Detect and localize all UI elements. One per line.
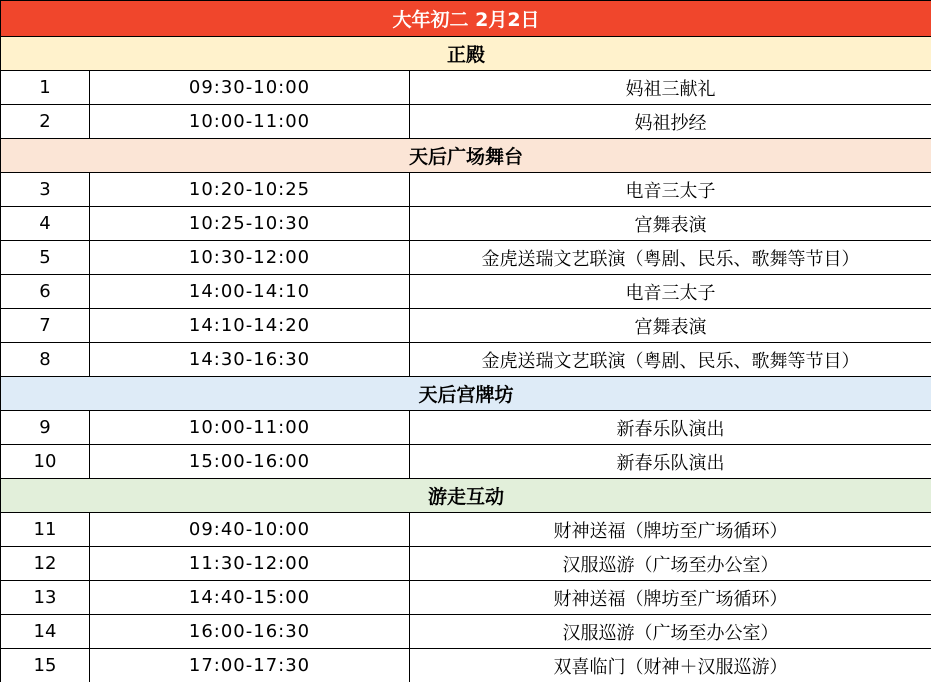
row-number-cell: 3 (1, 173, 90, 207)
section-header-row (1, 37, 931, 71)
section-title: 正殿 (1, 37, 931, 71)
event-cell: 财神送福（牌坊至广场循环） (410, 581, 931, 615)
event-cell: 财神送福（牌坊至广场循环） (410, 513, 931, 547)
event-cell: 汉服巡游（广场至办公室） (410, 547, 931, 581)
event-cell: 汉服巡游（广场至办公室） (410, 615, 931, 649)
row-number-cell: 8 (1, 343, 90, 377)
table-row (1, 71, 931, 105)
time-cell: 09:40-10:00 (90, 513, 410, 547)
time-cell: 10:25-10:30 (90, 207, 410, 241)
schedule-body (1, 1, 931, 682)
table-row (1, 513, 931, 547)
title-row (1, 1, 931, 37)
table-row (1, 615, 931, 649)
time-cell: 10:00-11:00 (90, 411, 410, 445)
section-header-row (1, 479, 931, 513)
section-header-row (1, 139, 931, 173)
table-row (1, 343, 931, 377)
event-cell: 宫舞表演 (410, 309, 931, 343)
section-title: 天后宫牌坊 (1, 377, 931, 411)
table-row (1, 207, 931, 241)
event-cell: 妈祖三献礼 (410, 71, 931, 105)
row-number-cell: 4 (1, 207, 90, 241)
section-title: 天后广场舞台 (1, 139, 931, 173)
table-row (1, 309, 931, 343)
event-cell: 妈祖抄经 (410, 105, 931, 139)
time-cell: 10:00-11:00 (90, 105, 410, 139)
event-cell: 电音三太子 (410, 275, 931, 309)
row-number-cell: 9 (1, 411, 90, 445)
row-number-cell: 13 (1, 581, 90, 615)
time-cell: 14:10-14:20 (90, 309, 410, 343)
table-row (1, 445, 931, 479)
row-number-cell: 14 (1, 615, 90, 649)
time-cell: 16:00-16:30 (90, 615, 410, 649)
time-cell: 10:30-12:00 (90, 241, 410, 275)
table-row (1, 173, 931, 207)
time-cell: 11:30-12:00 (90, 547, 410, 581)
time-cell: 14:30-16:30 (90, 343, 410, 377)
row-number-cell: 6 (1, 275, 90, 309)
section-header-row (1, 377, 931, 411)
time-cell: 14:40-15:00 (90, 581, 410, 615)
row-number-cell: 7 (1, 309, 90, 343)
event-cell: 金虎送瑞文艺联演（粤剧、民乐、歌舞等节目） (410, 241, 931, 275)
event-cell: 宫舞表演 (410, 207, 931, 241)
event-cell: 新春乐队演出 (410, 445, 931, 479)
table-row (1, 411, 931, 445)
time-cell: 14:00-14:10 (90, 275, 410, 309)
table-row (1, 547, 931, 581)
table-row (1, 275, 931, 309)
time-cell: 15:00-16:00 (90, 445, 410, 479)
row-number-cell: 1 (1, 71, 90, 105)
row-number-cell: 11 (1, 513, 90, 547)
row-number-cell: 12 (1, 547, 90, 581)
row-number-cell: 10 (1, 445, 90, 479)
row-number-cell: 2 (1, 105, 90, 139)
event-cell: 金虎送瑞文艺联演（粤剧、民乐、歌舞等节目） (410, 343, 931, 377)
row-number-cell: 5 (1, 241, 90, 275)
event-cell: 新春乐队演出 (410, 411, 931, 445)
time-cell: 17:00-17:30 (90, 649, 410, 682)
event-cell: 电音三太子 (410, 173, 931, 207)
table-title: 大年初二 2月2日 (1, 1, 931, 37)
table-row (1, 581, 931, 615)
section-title: 游走互动 (1, 479, 931, 513)
time-cell: 09:30-10:00 (90, 71, 410, 105)
event-cell: 双喜临门（财神＋汉服巡游） (410, 649, 931, 682)
table-row (1, 105, 931, 139)
table-row (1, 649, 931, 682)
table-row (1, 241, 931, 275)
row-number-cell: 15 (1, 649, 90, 682)
time-cell: 10:20-10:25 (90, 173, 410, 207)
